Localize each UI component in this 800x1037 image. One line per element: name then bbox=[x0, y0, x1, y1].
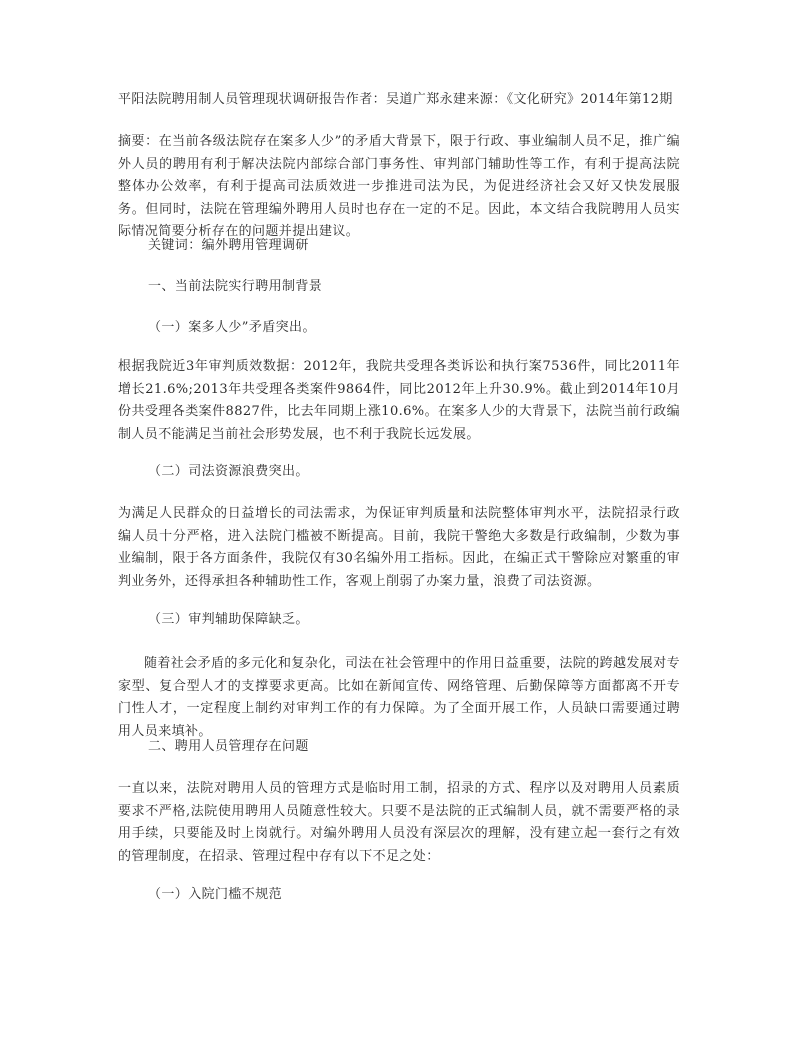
section-1-heading: 一、当前法院实行聘用制背景 bbox=[148, 279, 323, 294]
subsection-1-1-heading: （一）案多人少”矛盾突出。 bbox=[148, 320, 316, 335]
paragraph-caseload-statistics: 根据我院近3年审判质效数据：2012年，我院共受理各类诉讼和执行案7536件，同比2011年增长21.6%;2013年共受理各类案件9864件，同比2012年上升30.9%。截止到2014年10月份共受理各类案件8827件，比去年同期上涨10.6%。在案多人少的大背景下，法院当前行政编制人员不能满足当前社会形势发展，也不利于我院长远发展。 bbox=[118, 359, 680, 442]
paragraph-management-issues: 一直以来，法院对聘用人员的管理方式是临时用工制，招录的方式、程序以及对聘用人员素质要求不严格,法院使用聘用人员随意性较大。只要不是法院的正式编制人员，就不需要严格的录用手续，只要能及时上岗就行。对编外聘用人员没有深层次的理解，没有建立起一套行之有效的管理制度，在招录、管理过程中存有以下不足之处： bbox=[118, 781, 680, 864]
subsection-1-2-heading: （二）司法资源浪费突出。 bbox=[148, 464, 309, 479]
abstract-paragraph: 摘要：在当前各级法院存在案多人少”的矛盾大背景下，限于行政、事业编制人员不足，推广编外人员的聘用有利于解决法院内部综合部门事务性、审判部门辅助性等工作，有利于提高法院整体办公效率，有利于提高司法质效进一步推进司法为民，为促进经济社会又好又快发展服务。但同时，法院在管理编外聘用人员时也存在一定的不足。因此，本文结合我院聘用人员实际情况简要分析存在的问题并提出建议。 bbox=[118, 134, 680, 239]
keywords-line: 关键词：编外聘用管理调研 bbox=[148, 238, 309, 253]
paragraph-auxiliary-support: 随着社会矛盾的多元化和复杂化，司法在社会管理中的作用日益重要，法院的跨越发展对专家型、复合型人才的支撑要求更高。比如在新闻宣传、网络管理、后勤保障等方面都离不开专门性人才，一定程度上制约对审判工作的有力保障。为了全面开展工作，人员缺口需要通过聘用人员来填补。 bbox=[118, 656, 681, 739]
section-2-heading: 二、聘用人员管理存在问题 bbox=[148, 739, 309, 754]
subsection-1-3-heading: （三）审判辅助保障缺乏。 bbox=[148, 612, 309, 627]
paragraph-judicial-resources: 为满足人民群众的日益增长的司法需求，为保证审判质量和法院整体审判水平，法院招录行政编人员十分严格，进入法院门槛被不断提高。目前，我院干警绝大多数是行政编制，少数为事业编制，限于各方面条件，我院仅有30名编外用工指标。因此，在编正式干警除应对繁重的审判业务外，还得承担各种辅助性工作，客观上削弱了办案力量，浪费了司法资源。 bbox=[118, 506, 680, 589]
subsection-2-1-heading: （一）入院门槛不规范 bbox=[148, 887, 283, 902]
article-header: 平阳法院聘用制人员管理现状调研报告作者：吴道广郑永建来源：《文化研究》2014年第12期 bbox=[118, 92, 673, 107]
